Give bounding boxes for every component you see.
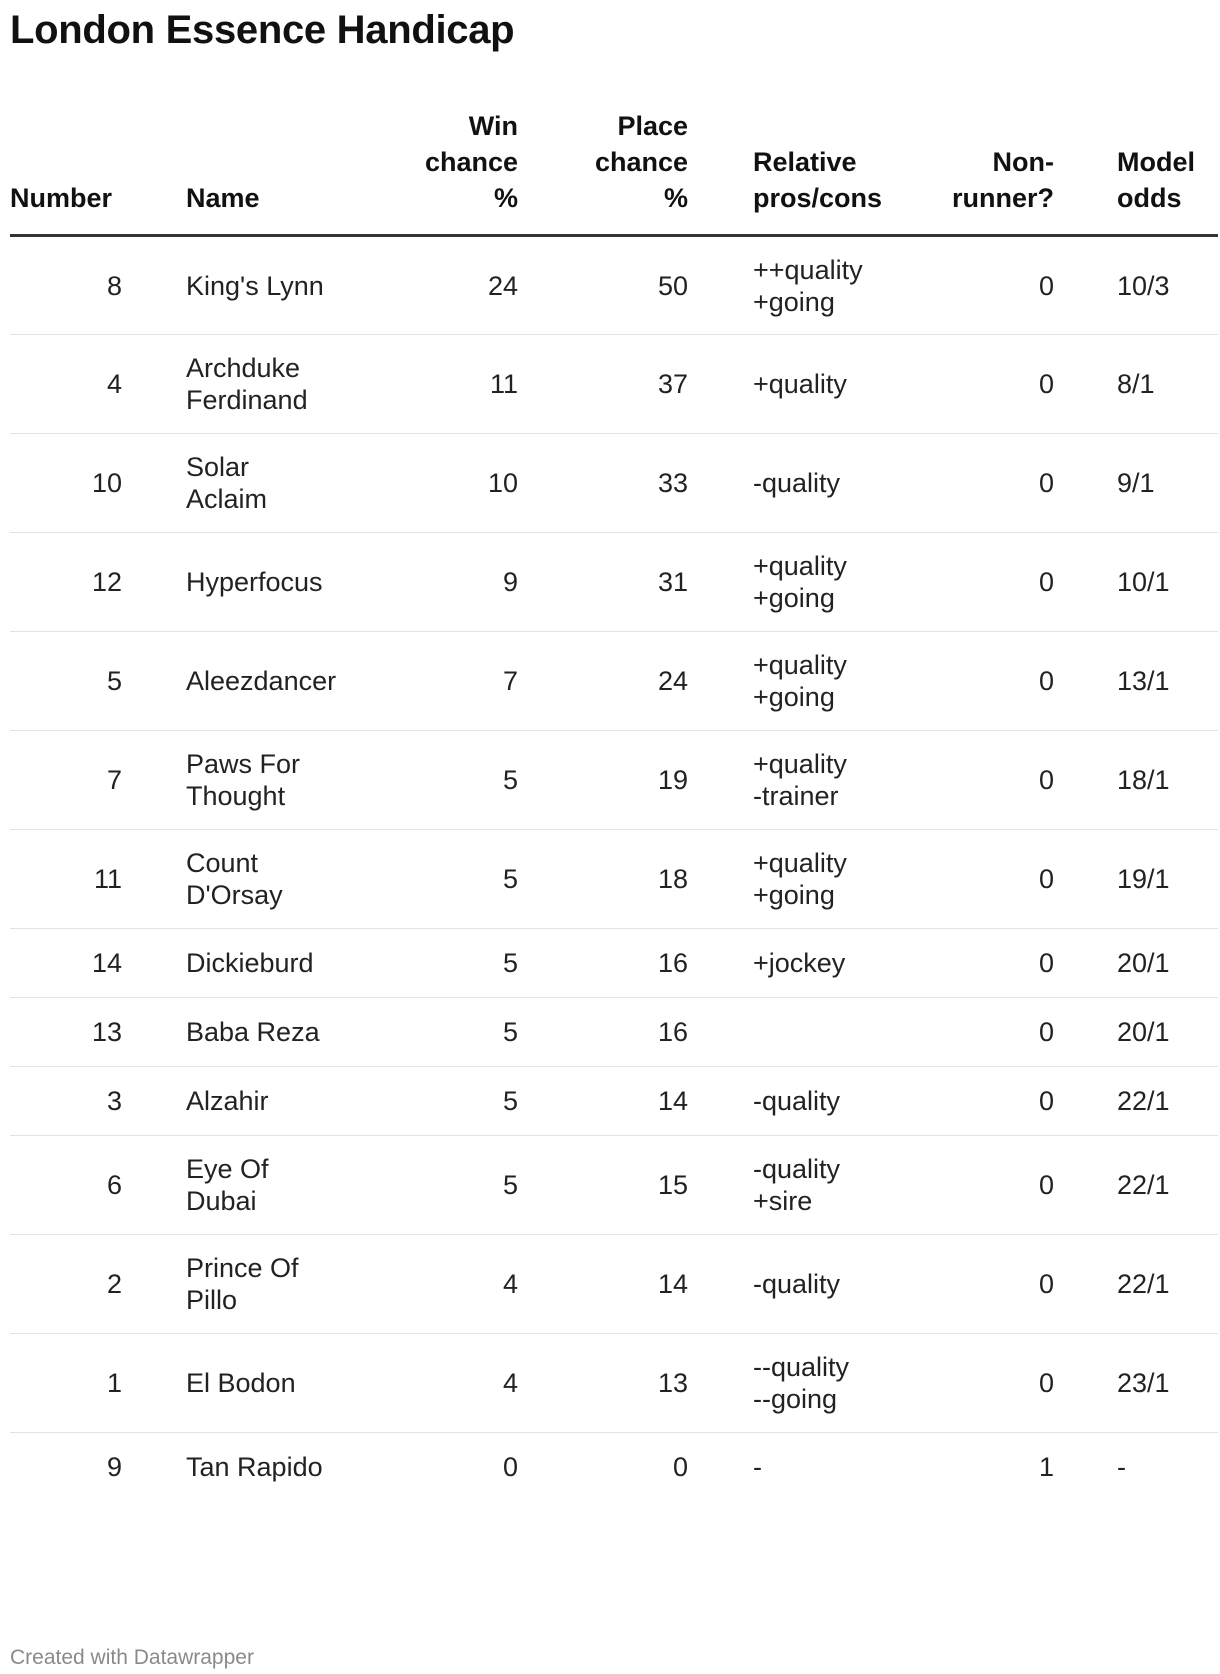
cell-name: Eye Of Dubai (186, 1136, 390, 1235)
cell-spacer (122, 998, 186, 1067)
cell-place-chance: 14 (518, 1067, 688, 1136)
table-row (10, 998, 1218, 1067)
cell-name: Solar Aclaim (186, 434, 390, 533)
cell-spacer (122, 335, 186, 434)
cell-win-chance: 5 (390, 998, 518, 1067)
cell-place-chance: 13 (518, 1334, 688, 1433)
cell-relative: ++quality +going (688, 236, 889, 335)
cell-non-runner: 0 (889, 335, 1054, 434)
cell-non-runner: 0 (889, 434, 1054, 533)
cell-relative: +quality +going (688, 632, 889, 731)
header-row (10, 108, 1218, 236)
cell-place-chance: 31 (518, 533, 688, 632)
cell-model-odds: 20/1 (1054, 998, 1218, 1067)
cell-number: 5 (10, 632, 122, 731)
cell-non-runner: 0 (889, 731, 1054, 830)
cell-place-chance: 14 (518, 1235, 688, 1334)
table-row (10, 236, 1218, 335)
cell-win-chance: 9 (390, 533, 518, 632)
cell-non-runner: 0 (889, 830, 1054, 929)
table-body (10, 236, 1218, 1501)
cell-place-chance: 50 (518, 236, 688, 335)
cell-spacer (122, 533, 186, 632)
cell-non-runner: 1 (1038, 1451, 1054, 1482)
cell-name: El Bodon (186, 1334, 390, 1433)
cell-place-chance: 24 (518, 632, 688, 731)
cell-model-odds: 13/1 (1054, 632, 1218, 731)
cell-place-chance: 15 (518, 1136, 688, 1235)
cell-non-runner: 0 (889, 632, 1054, 731)
cell-win-chance: 10 (390, 434, 518, 533)
cell-number: 9 (106, 1451, 122, 1482)
cell-model-odds: 22/1 (1054, 1235, 1218, 1334)
cell-number: 7 (10, 731, 122, 830)
cell-number: 10 (10, 434, 122, 533)
header-model-odds[interactable]: Model odds (1054, 108, 1218, 236)
cell-spacer (122, 1334, 186, 1433)
cell-relative (688, 998, 889, 1067)
cell-win-chance: 24 (390, 236, 518, 335)
cell-spacer (122, 731, 186, 830)
cell-relative: --quality --going (688, 1334, 889, 1433)
table-row (10, 632, 1218, 731)
cell-non-runner: 0 (889, 1136, 1054, 1235)
table-row (10, 731, 1218, 830)
cell-number: 1 (10, 1334, 122, 1433)
cell-name: Tan Rapido (186, 1451, 323, 1482)
cell-number: 6 (10, 1136, 122, 1235)
cell-non-runner: 0 (889, 1334, 1054, 1433)
cell-place-chance: 19 (518, 731, 688, 830)
table-row (10, 830, 1218, 929)
cell-number: 4 (10, 335, 122, 434)
table-row (10, 1235, 1218, 1334)
cell-relative: -quality (688, 434, 889, 533)
cell-place-chance: 16 (518, 998, 688, 1067)
cell-model-odds: - (1117, 1451, 1126, 1482)
cell-model-odds: 22/1 (1054, 1067, 1218, 1136)
header-name[interactable]: Name (186, 108, 390, 236)
cell-relative: +quality -trainer (688, 731, 889, 830)
cell-non-runner: 0 (889, 236, 1054, 335)
cell-non-runner: 0 (889, 533, 1054, 632)
cell-relative: +quality +going (688, 533, 889, 632)
cell-model-odds: 9/1 (1054, 434, 1218, 533)
race-table (10, 108, 1218, 1501)
cell-win-chance: 5 (390, 1136, 518, 1235)
header-win-chance[interactable]: Win chance % (390, 108, 518, 236)
table-row (10, 1334, 1218, 1433)
cell-relative: +quality +going (688, 830, 889, 929)
cell-model-odds: 22/1 (1054, 1136, 1218, 1235)
cell-number: 2 (10, 1235, 122, 1334)
cell-spacer (122, 929, 186, 998)
chart-title: London Essence Handicap (10, 8, 515, 52)
cell-number: 8 (10, 236, 122, 335)
cell-name: Hyperfocus (186, 533, 390, 632)
cell-win-chance: 5 (390, 1067, 518, 1136)
cell-non-runner: 0 (889, 1067, 1054, 1136)
cell-relative: +jockey (688, 929, 889, 998)
header-non-runner[interactable]: Non- runner? (889, 108, 1054, 236)
cell-number: 3 (10, 1067, 122, 1136)
cell-model-odds: 10/1 (1054, 533, 1218, 632)
cell-number: 11 (10, 830, 122, 929)
cell-model-odds: 18/1 (1054, 731, 1218, 830)
table-row (10, 1067, 1218, 1136)
table-row (10, 533, 1218, 632)
cell-model-odds: 20/1 (1054, 929, 1218, 998)
cell-model-odds: 19/1 (1054, 830, 1218, 929)
cell-relative: - (753, 1451, 762, 1482)
table-row (10, 335, 1218, 434)
table-row (10, 929, 1218, 998)
table-row (10, 434, 1218, 533)
cell-place-chance: 37 (518, 335, 688, 434)
cell-win-chance: 5 (390, 731, 518, 830)
cell-spacer (122, 1067, 186, 1136)
cell-name: Count D'Orsay (186, 830, 390, 929)
cell-win-chance: 4 (390, 1235, 518, 1334)
header-relative[interactable]: Relative pros/cons (688, 108, 889, 236)
header-place-chance[interactable]: Place chance % (518, 108, 688, 236)
cell-name: Baba Reza (186, 998, 390, 1067)
cell-name: Alzahir (186, 1067, 390, 1136)
cell-win-chance: 4 (390, 1334, 518, 1433)
cell-number: 12 (10, 533, 122, 632)
cell-win-chance: 0 (502, 1451, 518, 1482)
cell-win-chance: 7 (390, 632, 518, 731)
cell-model-odds: 8/1 (1054, 335, 1218, 434)
cell-win-chance: 5 (390, 830, 518, 929)
cell-model-odds: 23/1 (1054, 1334, 1218, 1433)
cell-place-chance: 33 (518, 434, 688, 533)
cell-non-runner: 0 (889, 1235, 1054, 1334)
cell-spacer (122, 1136, 186, 1235)
cell-spacer (122, 1235, 186, 1334)
cell-relative: -quality +sire (688, 1136, 889, 1235)
cell-non-runner: 0 (889, 998, 1054, 1067)
cell-name: King's Lynn (186, 236, 390, 335)
cell-place-chance: 16 (518, 929, 688, 998)
cell-name: Archduke Ferdinand (186, 335, 390, 434)
cell-number: 13 (10, 998, 122, 1067)
header-number[interactable]: Number (10, 108, 122, 236)
cell-model-odds: 10/3 (1054, 236, 1218, 335)
cell-spacer (122, 632, 186, 731)
cell-name: Paws For Thought (186, 731, 390, 830)
cell-spacer (122, 1433, 186, 1501)
credit-text: Created with Datawrapper (10, 1646, 254, 1669)
cell-name: Aleezdancer (186, 632, 390, 731)
cell-spacer (122, 830, 186, 929)
cell-place-chance: 0 (672, 1451, 688, 1482)
table-row (10, 1433, 1218, 1501)
cell-name: Dickieburd (186, 929, 390, 998)
cell-number: 14 (10, 929, 122, 998)
cell-place-chance: 18 (518, 830, 688, 929)
cell-name: Prince Of Pillo (186, 1235, 390, 1334)
cell-relative: -quality (688, 1235, 889, 1334)
table-row (10, 1136, 1218, 1235)
cell-non-runner: 0 (889, 929, 1054, 998)
cell-spacer (122, 434, 186, 533)
cell-relative: +quality (688, 335, 889, 434)
cell-spacer (122, 236, 186, 335)
cell-win-chance: 11 (390, 335, 518, 434)
cell-relative: -quality (688, 1067, 889, 1136)
header-spacer (122, 108, 186, 236)
cell-win-chance: 5 (390, 929, 518, 998)
